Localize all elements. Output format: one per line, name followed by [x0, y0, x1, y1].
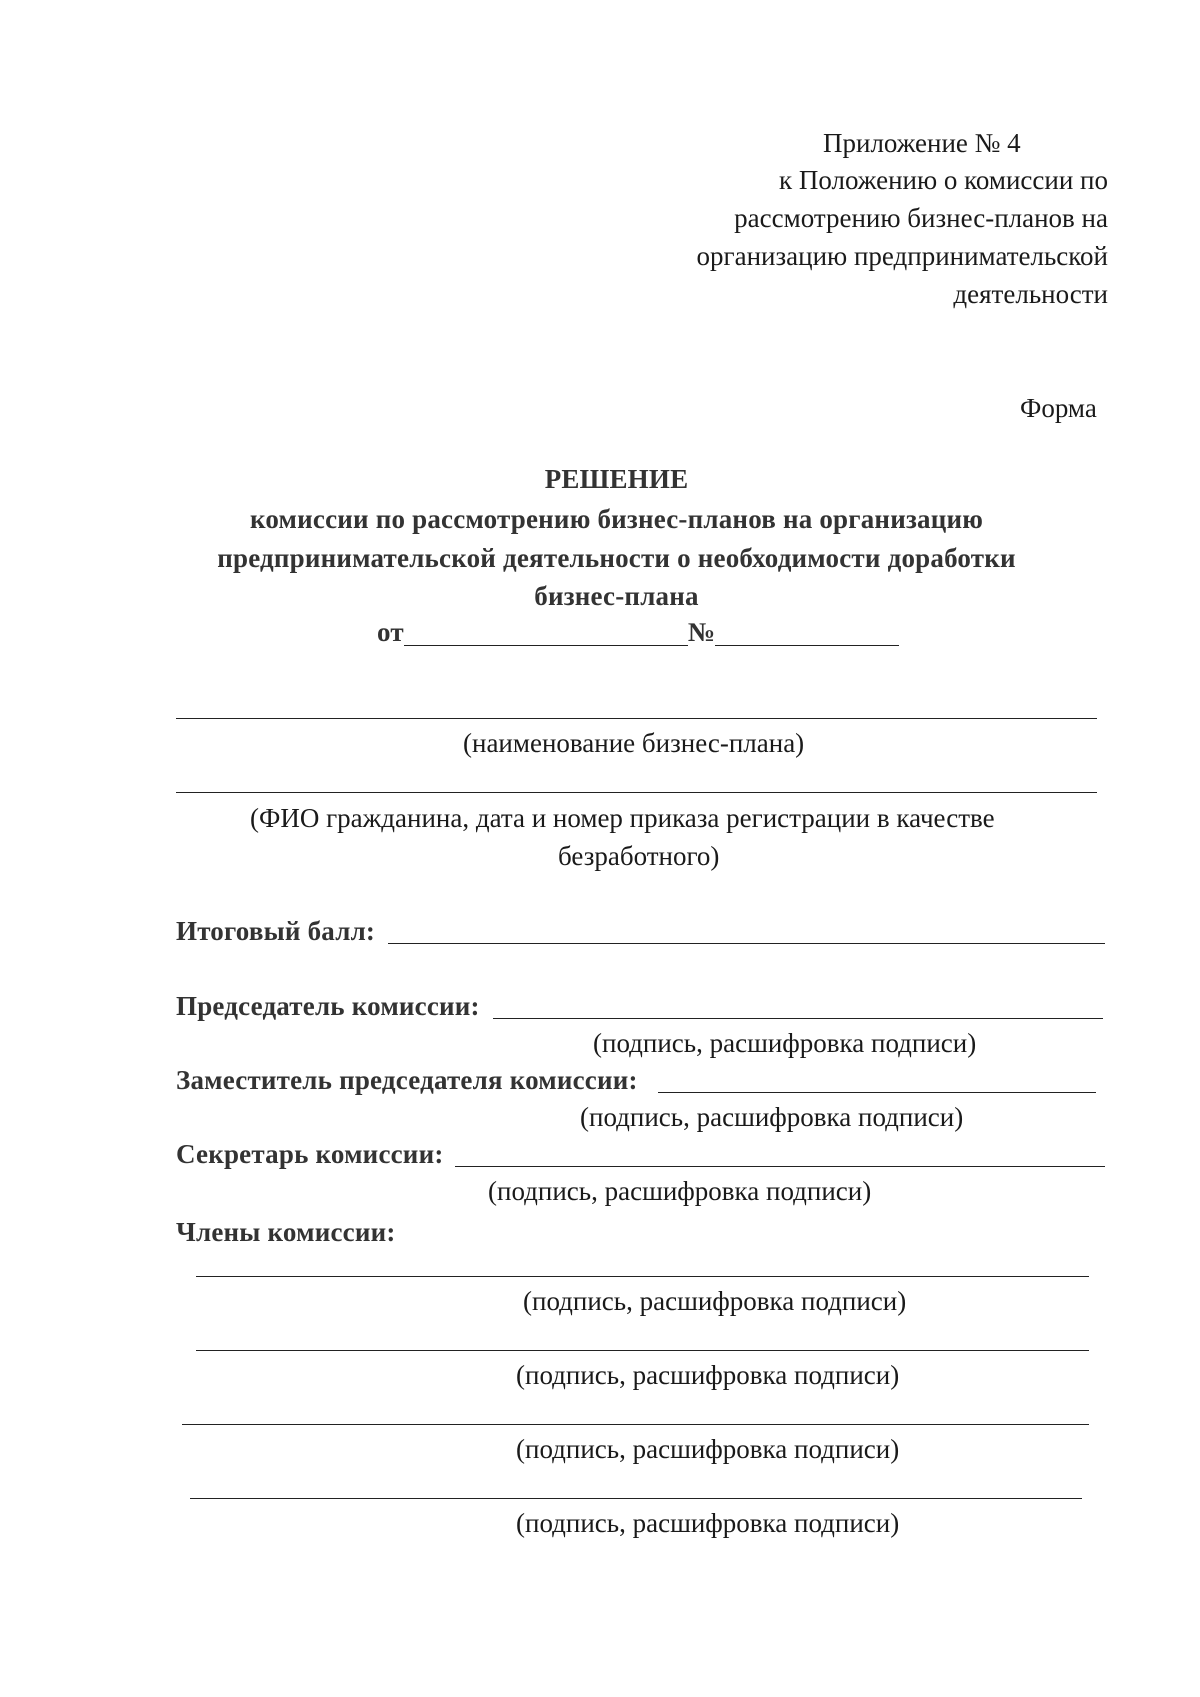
decision-subtitle-line: комиссии по рассмотрению бизнес-планов на организацию [249, 504, 984, 534]
decision-subtitle-line: предпринимательской деятельности о необходимости доработки [217, 543, 1016, 573]
decision-date-number-row [377, 619, 899, 646]
member-signature-field[interactable] [196, 1276, 1089, 1277]
date-field[interactable] [404, 623, 688, 646]
secretary-signature-caption: (подпись, расшифровка подписи) [488, 1176, 872, 1206]
decision-subtitle-line: бизнес-плана [534, 581, 699, 611]
secretary-signature-field[interactable] [455, 1166, 1105, 1167]
chairman-signature-caption: (подпись, расшифровка подписи) [593, 1028, 977, 1058]
citizen-info-caption-line: безработного) [558, 841, 720, 871]
appendix-line: к Положению о комиссии по [779, 165, 1108, 195]
number-prefix: № [687, 617, 716, 647]
citizen-info-field[interactable] [176, 792, 1097, 793]
appendix-line: организацию предпринимательской [696, 241, 1108, 271]
form-label: Форма [1020, 393, 1097, 423]
appendix-line: деятельности [953, 279, 1108, 309]
member-signature-caption: (подпись, расшифровка подписи) [516, 1360, 900, 1390]
member-signature-field[interactable] [182, 1424, 1089, 1425]
member-signature-caption: (подпись, расшифровка подписи) [516, 1434, 900, 1464]
total-score-field[interactable] [388, 943, 1105, 944]
appendix-line: рассмотрению бизнес-планов на [734, 203, 1108, 233]
date-prefix: от [377, 617, 404, 647]
plan-name-caption: (наименование бизнес-плана) [463, 728, 805, 758]
decision-heading: РЕШЕНИЕ [544, 464, 689, 494]
plan-name-field[interactable] [176, 718, 1097, 719]
chairman-label: Председатель комиссии: [176, 991, 480, 1021]
secretary-label: Секретарь комиссии: [176, 1139, 444, 1169]
member-signature-caption: (подпись, расшифровка подписи) [523, 1286, 907, 1316]
chairman-signature-field[interactable] [493, 1018, 1103, 1019]
appendix-number: Приложение № 4 [823, 128, 1021, 158]
total-score-label: Итоговый балл: [176, 916, 376, 946]
citizen-info-caption-line: (ФИО гражданина, дата и номер приказа регистрации в качестве [250, 803, 995, 833]
members-label: Члены комиссии: [176, 1217, 396, 1247]
deputy-chairman-signature-field[interactable] [658, 1092, 1096, 1093]
deputy-chairman-label: Заместитель председателя комиссии: [176, 1065, 638, 1095]
member-signature-field[interactable] [190, 1498, 1082, 1499]
member-signature-caption: (подпись, расшифровка подписи) [516, 1508, 900, 1538]
deputy-chairman-signature-caption: (подпись, расшифровка подписи) [580, 1102, 964, 1132]
number-field[interactable] [715, 623, 899, 646]
member-signature-field[interactable] [196, 1350, 1089, 1351]
